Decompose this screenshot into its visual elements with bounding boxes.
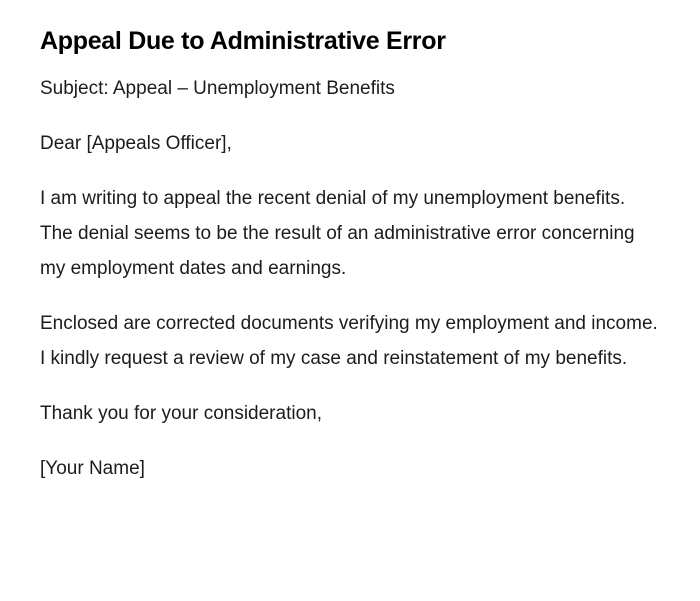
document-title: Appeal Due to Administrative Error (40, 27, 446, 55)
body-paragraph-1: I am writing to appeal the recent denial of my unemployment benefits. The denial seems to be the result of an administrative error concerning my employment dates and earnings. (40, 188, 635, 279)
signature-placeholder: [Your Name] (40, 458, 145, 479)
body-paragraph-2: Enclosed are corrected documents verifying my employment and income. I kindly request a review of my case and reinstatement of my benefits. (40, 313, 658, 369)
closing-line: Thank you for your consideration, (40, 403, 322, 424)
subject-line: Subject: Appeal – Unemployment Benefits (40, 78, 395, 99)
salutation: Dear [Appeals Officer], (40, 133, 232, 154)
letter-document (40, 24, 660, 506)
